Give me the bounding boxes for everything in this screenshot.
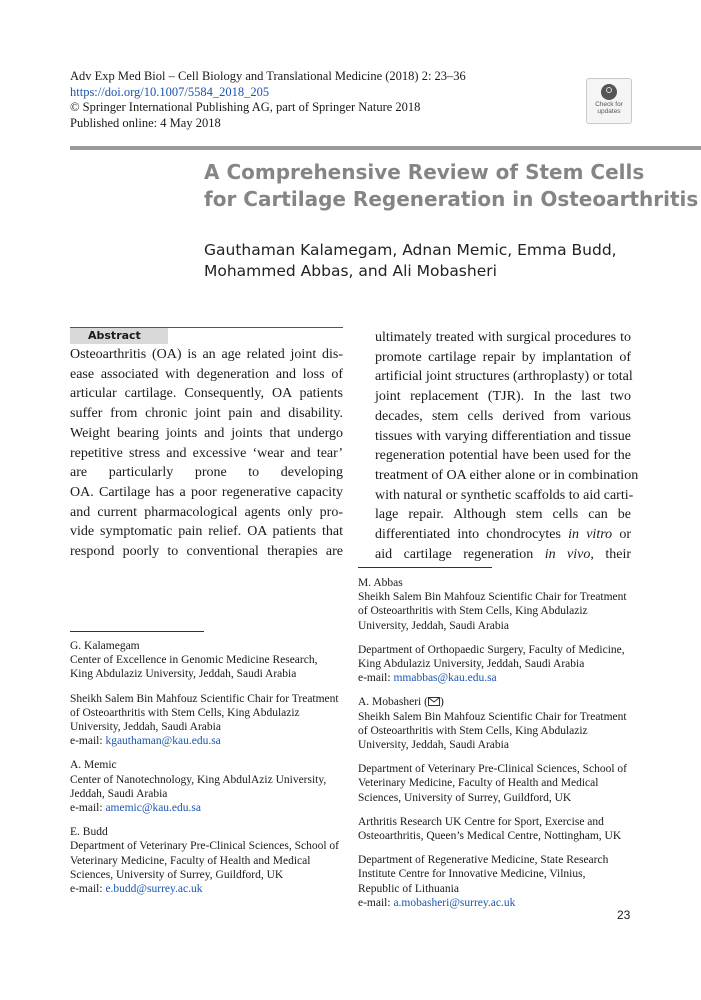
- abstract-line: articular cartilage. Consequently, OA patients: [70, 386, 343, 402]
- abstract-line: promote cartilage repair by implantation of: [375, 349, 631, 365]
- email-link[interactable]: kgauthaman@kau.edu.sa: [105, 735, 221, 748]
- abstract-right-column: [375, 328, 639, 564]
- email-link[interactable]: e.budd@surrey.ac.uk: [105, 883, 203, 896]
- abstract-text: or: [619, 527, 631, 543]
- affiliation-line: Veterinary Medicine, Faculty of Health and Medical: [70, 854, 311, 867]
- email-label: e-mail:: [70, 802, 106, 815]
- published-date: Published online: 4 May 2018: [70, 115, 221, 130]
- abstract-line: with natural or synthetic scaffolds to aid carti-: [375, 487, 634, 503]
- abstract-line: Osteoarthritis (OA) is an age related joint dis-: [70, 347, 343, 362]
- affiliation-line: Sheikh Salem Bin Mahfouz Scientific Chair for Treatment: [358, 591, 627, 604]
- affiliation-line: Department of Veterinary Pre-Clinical Sciences, School of: [358, 763, 627, 776]
- author-line: Gauthaman Kalamegam, Adnan Memic, Emma Budd,: [204, 241, 617, 259]
- abstract-line: artificial joint structures (arthroplasty) or total: [375, 369, 633, 385]
- affiliation-line: Department of Veterinary Pre-Clinical Sciences, School of: [70, 840, 339, 853]
- email-label: e-mail:: [358, 672, 394, 685]
- abstract-line: joint replacement (TJR). In the last two: [375, 389, 631, 405]
- affiliation-line: Sciences, University of Surrey, Guildford, UK: [70, 868, 284, 881]
- doi-link[interactable]: https://doi.org/10.1007/5584_2018_205: [70, 84, 270, 99]
- affiliation-line: Center of Nanotechnology, King AbdulAziz University,: [70, 773, 327, 786]
- affiliation-line: University, Jeddah, Saudi Arabia: [358, 619, 509, 632]
- author-list: [204, 240, 664, 282]
- badge-label-2: updates: [597, 108, 621, 115]
- email-label: e-mail:: [358, 896, 394, 909]
- italic-in-vitro: in vitro: [568, 527, 613, 543]
- author-name: A. Memic: [70, 759, 117, 772]
- abstract-line: vide symptomatic pain relief. OA patients that: [70, 524, 343, 540]
- abstract-heading-bar: [70, 327, 343, 344]
- author-line: Mohammed Abbas, and Ali Mobasheri: [204, 262, 497, 280]
- email-label: e-mail:: [70, 735, 106, 748]
- title-line: for Cartilage Regeneration in Osteoarthritis: [204, 187, 699, 211]
- abstract-line: Weight bearing joints and joints that undergo: [70, 425, 343, 441]
- abstract-line: suffer from chronic joint pain and disability.: [70, 406, 343, 422]
- abstract-line: ultimately treated with surgical procedures to: [375, 330, 631, 345]
- abstract-line: OA. Cartilage has a poor regenerative capacity: [70, 484, 343, 500]
- affiliation-line: Institute Centre for Innovative Medicine, Vilnius,: [358, 868, 586, 881]
- abstract-line: tissues with varying differentiation and tissue: [375, 428, 631, 444]
- email-line: [70, 734, 350, 748]
- page-number: 23: [617, 908, 631, 922]
- affiliation-line: Department of Orthopaedic Surgery, Faculty of Medicine,: [358, 643, 625, 656]
- check-for-updates-badge[interactable]: [586, 78, 632, 124]
- copyright-notice: © Springer International Publishing AG, part of Springer Nature 2018: [70, 100, 421, 114]
- abstract-left-column: [70, 345, 343, 562]
- abstract-line: regeneration potential have been used for the: [375, 448, 631, 464]
- abstract-text: aid cartilage regeneration: [375, 546, 534, 562]
- affiliation-line: University, Jeddah, Saudi Arabia: [70, 721, 221, 734]
- affiliation-line: Center of Excellence in Genomic Medicine Research,: [70, 654, 318, 667]
- affiliation-line: Department of Regenerative Medicine, State Research: [358, 854, 609, 867]
- affiliation-line: King Abdulaziz University, Jeddah, Saudi Arabia: [70, 668, 297, 681]
- email-link[interactable]: amemic@kau.edu.sa: [105, 802, 201, 815]
- email-line: [358, 671, 648, 685]
- italic-in-vivo: in vivo: [544, 546, 591, 562]
- header-divider: [70, 146, 701, 150]
- journal-citation: Adv Exp Med Biol – Cell Biology and Translational Medicine (2018) 2: 23–36: [70, 69, 466, 83]
- email-link[interactable]: a.mobasheri@surrey.ac.uk: [393, 896, 516, 909]
- badge-label-1: Check for: [595, 101, 623, 108]
- author-name-line: A. Mobasheri ( ): [358, 696, 444, 709]
- affiliation-line: Sheikh Salem Bin Mahfouz Scientific Chair for Treatment: [70, 692, 339, 705]
- author-name: E. Budd: [70, 826, 108, 839]
- affiliation-line: of Osteoarthritis with Stem Cells, King Abdulaziz: [358, 724, 588, 737]
- check-for-updates-icon: [601, 84, 617, 100]
- affiliation-line: Sheikh Salem Bin Mahfouz Scientific Chair for Treatment: [358, 710, 627, 723]
- affiliation-line: of Osteoarthritis with Stem Cells, King Abdulaziz: [70, 706, 300, 719]
- email-line: [358, 896, 648, 910]
- abstract-line: treatment of OA either alone or in combination: [375, 467, 639, 483]
- abstract-text: differentiated into chondrocytes: [375, 527, 561, 543]
- article-header: [70, 69, 530, 131]
- abstract-line: respond poorly to conventional therapies are: [70, 544, 343, 560]
- affiliation-line: Arthritis Research UK Centre for Sport, Exercise and: [358, 815, 604, 828]
- author-name: M. Abbas: [358, 577, 403, 589]
- footnote-rule-right: [358, 567, 492, 568]
- email-line: [70, 882, 350, 896]
- envelope-icon: [428, 697, 440, 706]
- abstract-line: and current pharmacological agents only pro-: [70, 504, 343, 520]
- abstract-text: , their: [590, 546, 632, 562]
- affiliation-line: of Osteoarthritis with Stem Cells, King Abdulaziz: [358, 605, 588, 618]
- affiliation-line: Republic of Lithuania: [358, 882, 459, 895]
- affiliation-line: Jeddah, Saudi Arabia: [70, 787, 168, 800]
- author-name: G. Kalamegam: [70, 640, 140, 652]
- footnote-rule-left: [70, 631, 204, 632]
- abstract-line: [375, 525, 631, 545]
- article-title: [204, 159, 699, 213]
- affiliations-right: [358, 576, 648, 910]
- email-label: e-mail:: [70, 883, 106, 896]
- affiliation-line: University, Jeddah, Saudi Arabia: [358, 739, 509, 752]
- abstract-line: ease associated with degeneration and loss of: [70, 366, 343, 382]
- email-line: [70, 801, 350, 815]
- email-link[interactable]: mmabbas@kau.edu.sa: [393, 672, 497, 685]
- author-name: A. Mobasheri: [358, 696, 422, 709]
- title-line: A Comprehensive Review of Stem Cells: [204, 160, 645, 184]
- abstract-line: lage repair. Although stem cells can be: [375, 507, 631, 523]
- affiliation-line: Osteoarthritis, Queen’s Medical Centre, Nottingham, UK: [358, 830, 622, 843]
- abstract-line: repetitive stress and excessive ‘wear and tear’: [70, 445, 343, 461]
- abstract-line: [375, 545, 631, 565]
- affiliation-line: Sciences, University of Surrey, Guildford, UK: [358, 791, 572, 804]
- affiliations-left: [70, 639, 350, 896]
- abstract-line: are particularly prone to developing: [70, 465, 343, 481]
- affiliation-line: Veterinary Medicine, Faculty of Health and Medical: [358, 777, 599, 790]
- affiliation-line: King Abdulaziz University, Jeddah, Saudi Arabia: [358, 658, 585, 671]
- abstract-heading-rule: [70, 327, 343, 328]
- abstract-line: decades, stem cells derived from various: [375, 408, 631, 424]
- abstract-heading: Abstract: [88, 329, 141, 342]
